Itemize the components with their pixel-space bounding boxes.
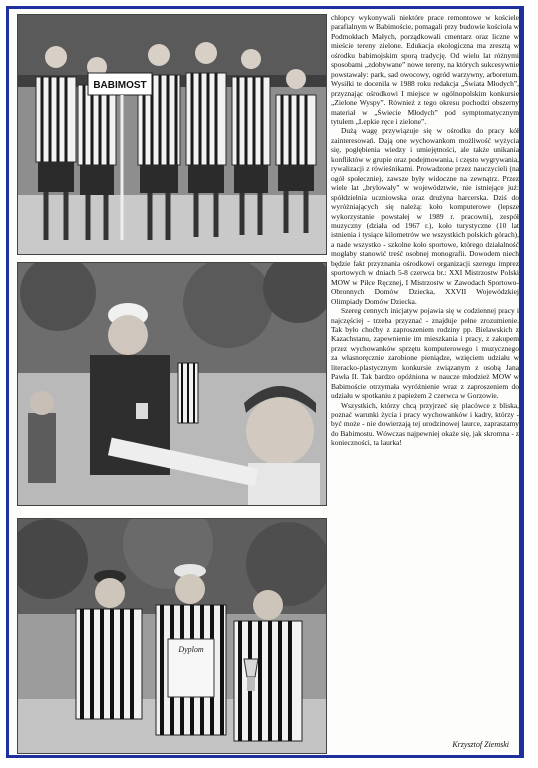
diploma-text: Dyplom — [178, 645, 204, 654]
photo-team-babimost-image — [18, 15, 326, 254]
article-author: Krzysztof Ziemski — [452, 740, 509, 749]
photo-sports-officials-image — [18, 263, 326, 505]
article-paragraph-3: Szereg cennych inicjatyw pojawia się w codziennej pracy i najczęściej - trzeba przyznać - znajduje pełne zrozumienie. Tak było choćby z zaproszeniem rodziny pp. Bielawskich z Kazachstanu, zapewnienie im mieszkania i pracy, z zakupem przez wychowanków sprzętu komputerowego i muzycznego za własnoręcznie zarobione pieniądze, wzięciem udziału w literacko-plastycznym konkursie związanym z osobą Jana Pawła II. Tak bardzo opóźniona w naucze młodzież MOW w Babimoście otrzymała wyróżnienie wraz z zaproszeniem do udziału w spotkaniu z papieżem 2 czerwca w Gorzowie. — [331, 306, 519, 401]
photo-award-winners-image — [18, 519, 326, 753]
magazine-page — [6, 6, 524, 758]
photo-sports-officials — [17, 262, 327, 506]
photo-team-babimost — [17, 14, 327, 255]
article-paragraph-4: Wszystkich, którzy chcą przyjrzeć się placówce z bliska, poznać warunki życia i pracy wychowanków i kadry, którzy - być może - nie dowierzają tej urodzinowej laurce, zapraszamy do Babimostu. Wówczas najpewniej okaże się, jak skromna - z konieczności, ta laurka! — [331, 400, 519, 448]
article-text-column — [331, 13, 519, 448]
babimost-sign-text: BABIMOST — [93, 80, 147, 91]
article-paragraph-1: chłopcy wykonywali niektóre prace remontowe w kościele parafialnym w Babimoście, pomagali przy budowie kościoła w Podmokłach Małych, porządkowali cmentarz oraz liczne w mieście tereny zielone. Edukacja ekologiczna ma zresztą w ośrodku babimojskim sporą tradycję. Od wielu lat różnymi sposobami „zdobywane” nowe tereny, na których sukcesywnie powstawały: park, sad owocowy, ogród warzywny, arboretum. Wysiłki te docenila w 1988 roku redakcja „Świata Młodych”, przyznając ośrodkowi I miejsce w ogólnopolskim konkursie „Zielone Wyspy”. Również z tego okresu pochodzi obszerny materiał w „Świecie Młodych” pod symptomatycznym tytułem „Lepkie ręce i zielone”. — [331, 13, 519, 126]
photo-award-winners — [17, 518, 327, 754]
article-paragraph-2: Dużą wagę przywiązuje się w ośrodku do pracy kół zainteresowań. Dają one wychowankom możliwość wyżycia się, pogłębienia wiedzy i umiejętności, ale także unikania konfliktów w grupie oraz podejmowania, i często wygrywania, rywalizacji z rówieśnikami. Prowadzone przez nauczycieli (na ogół społecznie), zawsze były widoczne na zewnątrz. Przez wiele lat „brylowały” w województwie, nie istniejące już: spółdzielnia uczniowska oraz drużyna harcerska. Dziś do wyróżniających się należą: koło komputerowe (lepsze wykorzystanie powstałej w 1989 r. pracowni), zespół muzyczny (działa od 1967 r.), koło turystyczne (10 lat istnienia i tysiące kilometrów we wszystkich polskich górach), a nade wszystko - szkolne koło sportowe, którego działalność mogłaby stanowić treść osobnej monografii. Dowodem niech będzie fakt przyznania ośrodkowi organizacji szeregu imprez sportowych w dniach 5-8 czerwca br.: XXI Mistrzostw Polski MOW w Piłce Ręcznej, I Mistrzostw w Zawodach Sportowo-Obronnych Domów Dziecka, XXVII Wojewódzkiej Olimpiady Domów Dziecka. — [331, 126, 519, 306]
